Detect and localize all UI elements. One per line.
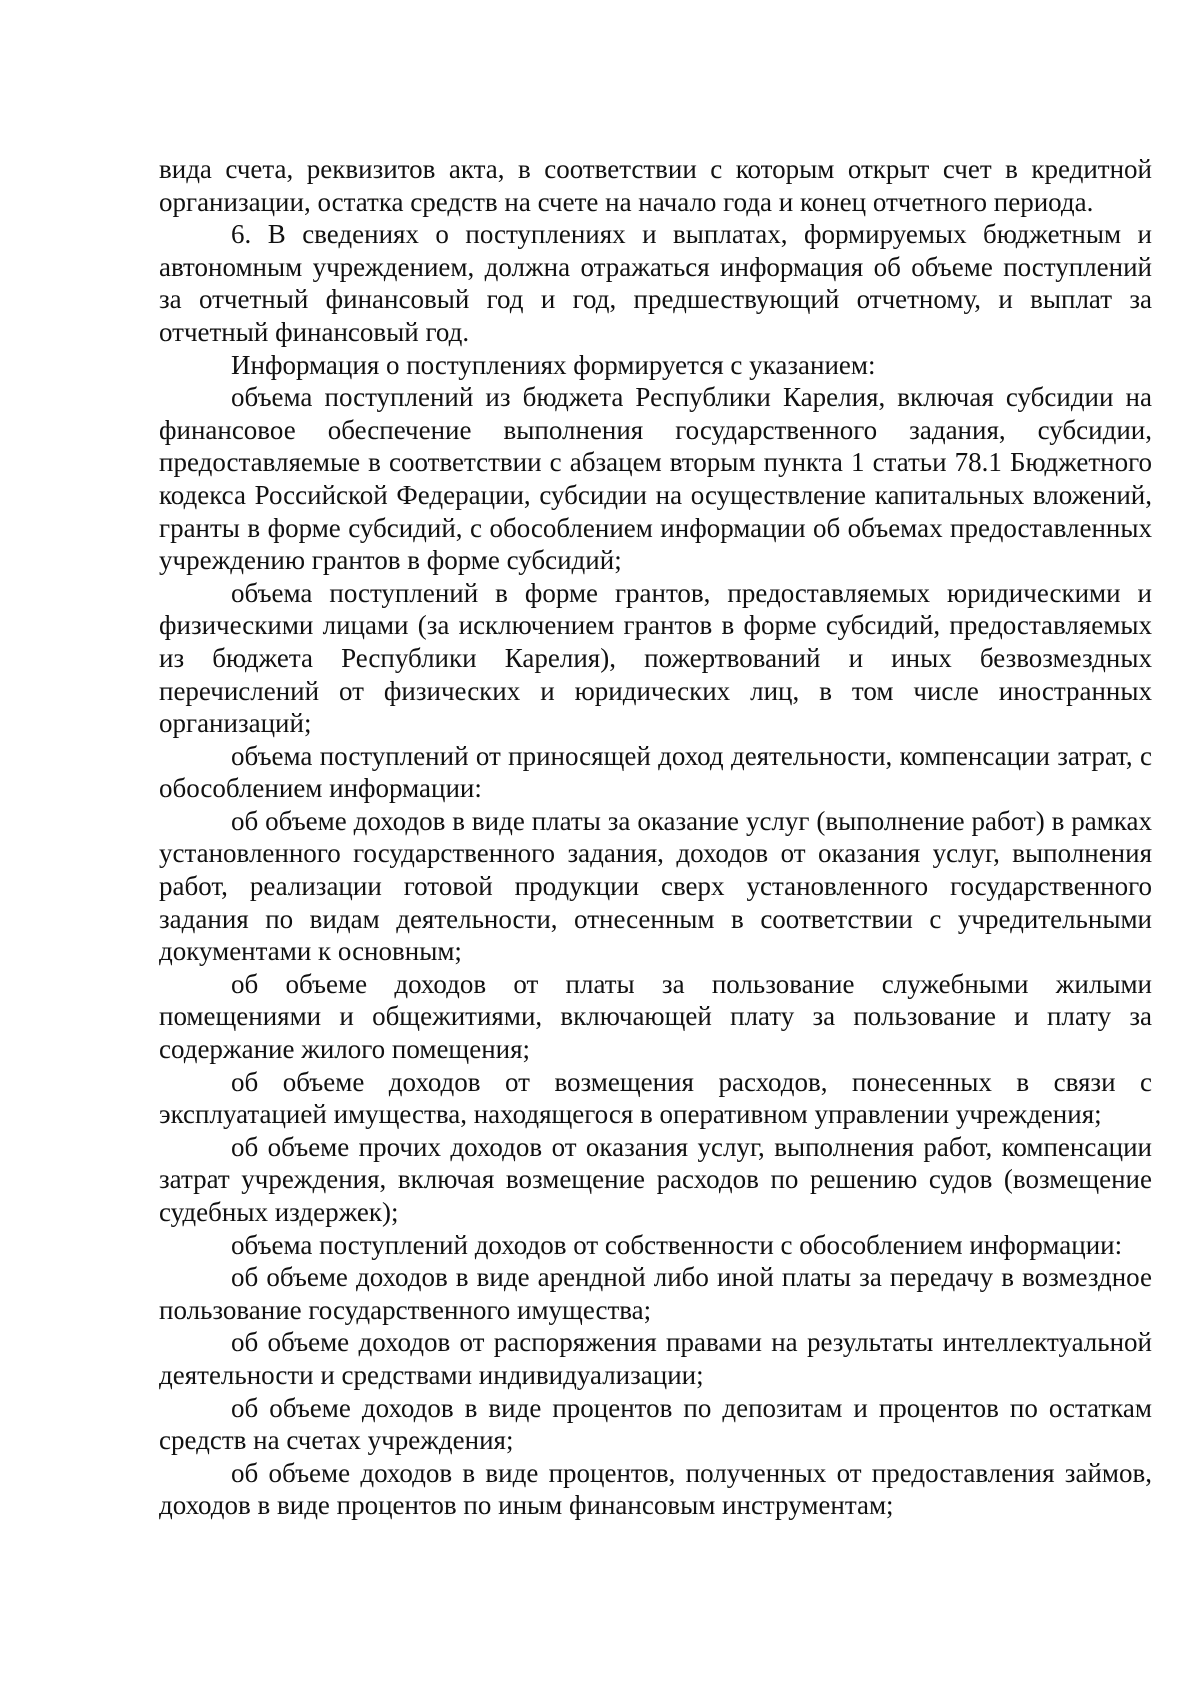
paragraph-item-6: 6. В сведениях о поступлениях и выплатах, формируемых бюджетным и автономным учреждением, должна отражаться информация об объеме поступлений за отчетный финансовый год и год, предшествующий отчетному, и выплат за отчетный финансовый год. [159, 219, 1152, 347]
paragraph-other-income: об объеме прочих доходов от оказания услуг, выполнения работ, компенсации затрат учреждения, включая возмещение расходов по решению судов (возмещение судебных издержек); [159, 1131, 1152, 1227]
paragraph-loan-interest: об объеме доходов в виде процентов, полученных от предоставления займов, доходов в виде процентов по иным финансовым инструментам; [159, 1457, 1152, 1521]
paragraph-receipts-intro: Информация о поступлениях формируется с указанием: [231, 349, 876, 380]
paragraph-housing-income: об объеме доходов от платы за пользование служебными жилыми помещениями и общежитиями, включающей плату за пользование и плату за содержание жилого помещения; [159, 968, 1152, 1065]
document-body [159, 153, 1152, 1522]
paragraph-budget-receipts: объема поступлений из бюджета Республики Карелия, включая субсидии на финансовое обеспечение выполнения государственного задания, субсидии, предоставляемые в соответствии с абзацем вторым пункта 1 статьи 78.1 Бюджетного кодекса Российской Федерации, субсидии на осуществление капитальных вложений, гранты в форме субсидий, с обособлением информации об объемах предоставленных учреждению грантов в форме субсидий; [159, 382, 1152, 576]
paragraph-income-activity: объема поступлений от приносящей доход деятельности, компенсации затрат, с обособлением информации: [159, 740, 1152, 804]
paragraph-expense-reimbursement: об объеме доходов от возмещения расходов, понесенных в связи с эксплуатацией имущества, находящегося в оперативном управлении учреждения; [159, 1066, 1152, 1130]
paragraph-ip-income: об объеме доходов от распоряжения правами на результаты интеллектуальной деятельности и средствами индивидуализации; [159, 1327, 1152, 1390]
paragraph-rent-income: об объеме доходов в виде арендной либо иной платы за передачу в возмездное пользование государственного имущества; [159, 1262, 1152, 1325]
paragraph-grants-receipts: объема поступлений в форме грантов, предоставляемых юридическими и физическими лицами (за исключением грантов в форме субсидий, предоставляемых из бюджета Республики Карелия), пожертвований и иных безвозмездных перечислений от физических и юридических лиц, в том числе иностранных организаций; [159, 577, 1152, 739]
paragraph-continuation: вида счета, реквизитов акта, в соответствии с которым открыт счет в кредитной организации, остатка средств на счете на начало года и конец отчетного периода. [159, 154, 1152, 217]
paragraph-services-income: об объеме доходов в виде платы за оказание услуг (выполнение работ) в рамках установленного государственного задания, доходов от оказания услуг, выполнения работ, реализации готовой продукции сверх установленного государственного задания по видам деятельности, отнесенным в соответствии с учредительными документами к основным; [159, 805, 1152, 967]
paragraph-property-income: объема поступлений доходов от собственности с обособлением информации: [231, 1229, 1123, 1260]
paragraph-deposit-interest: об объеме доходов в виде процентов по депозитам и процентов по остаткам средств на счетах учреждения; [159, 1392, 1152, 1456]
